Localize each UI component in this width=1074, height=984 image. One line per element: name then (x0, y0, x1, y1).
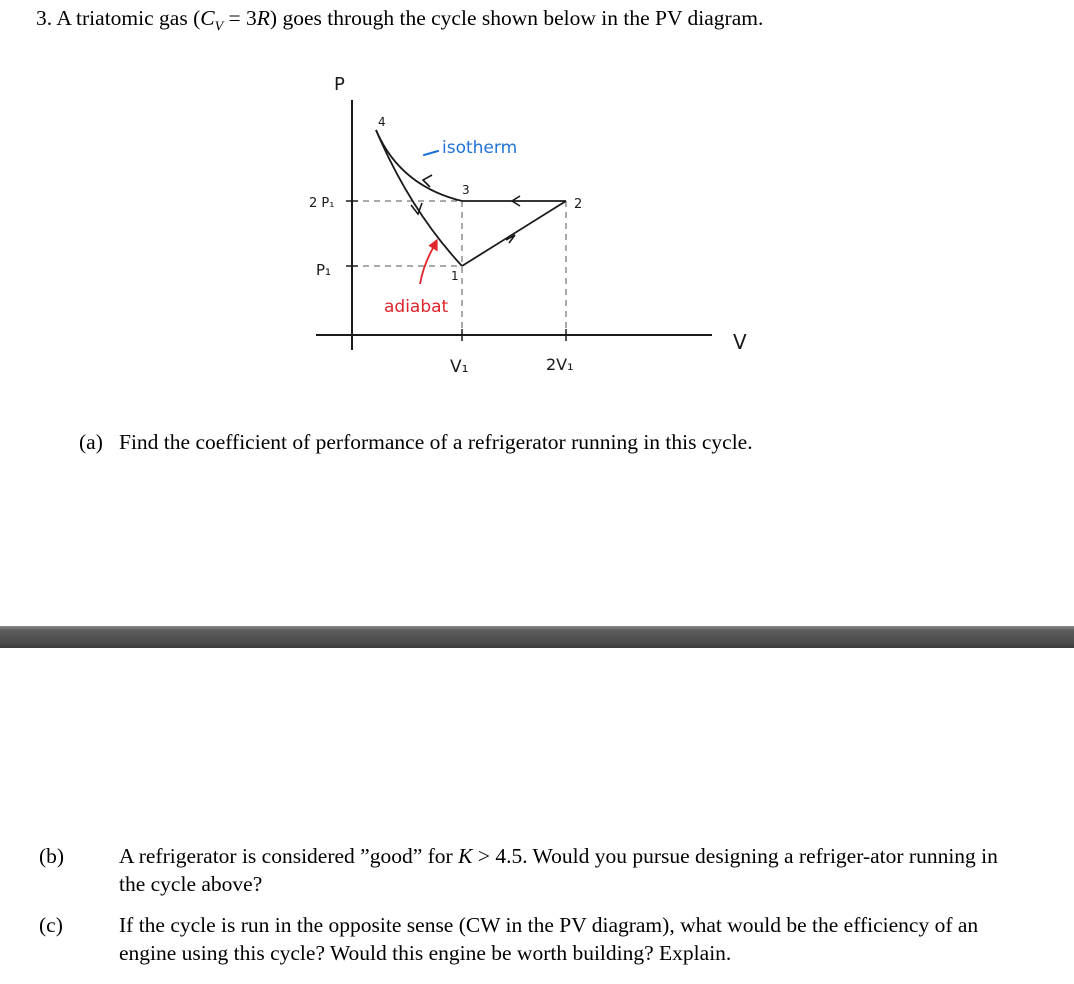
part-a-label: (a) (79, 430, 103, 454)
isotherm-pointer (424, 151, 438, 155)
part-c-text: If the cycle is run in the opposite sense (CW in the PV diagram), what would be the efficiency of an engine using this cycle? Would this engine be worth building? Explain. (119, 913, 979, 965)
tick-v1-label: V₁ (450, 357, 469, 377)
adiabat-label: adiabat (384, 297, 449, 317)
point-4-label: 4 (378, 115, 386, 129)
part-a-text: Find the coefficient of performance of a refrigerator running in this cycle. (119, 430, 753, 454)
question-number: 3. (36, 6, 53, 30)
part-b-k: K (458, 844, 473, 868)
cv-symbol: C (200, 6, 215, 30)
tick-2v1-label: 2V₁ (546, 355, 574, 374)
point-3-label: 3 (462, 183, 470, 197)
part-c (39, 911, 1009, 967)
axis-v-label: V (733, 330, 747, 354)
pv-diagram (0, 0, 1074, 420)
part-b-text-2: > 4.5. Would you pursue designing a refriger-ator running in the cycle above? (119, 844, 998, 896)
axis-p-label: P (334, 74, 345, 95)
part-c-label: (c) (39, 913, 63, 937)
tick-2p1-label: 2 P₁ (309, 196, 335, 211)
point-2-label: 2 (574, 197, 583, 212)
section-divider (0, 626, 1074, 648)
point-1-label: 1 (451, 269, 459, 283)
isotherm-label: isotherm (442, 138, 518, 158)
adiabat-pointer (420, 243, 436, 284)
part-b (39, 842, 1009, 898)
tick-p1-label: P₁ (316, 261, 332, 279)
part-b-label: (b) (39, 844, 65, 868)
question-intro: A triatomic gas $(C_V = 3R)$ goes through the cycle shown below in the PV diagram. (56, 6, 764, 35)
part-a (79, 428, 753, 456)
path-1-to-2 (462, 201, 566, 266)
part-b-text: A refrigerator is considered ”good” for (119, 844, 459, 868)
